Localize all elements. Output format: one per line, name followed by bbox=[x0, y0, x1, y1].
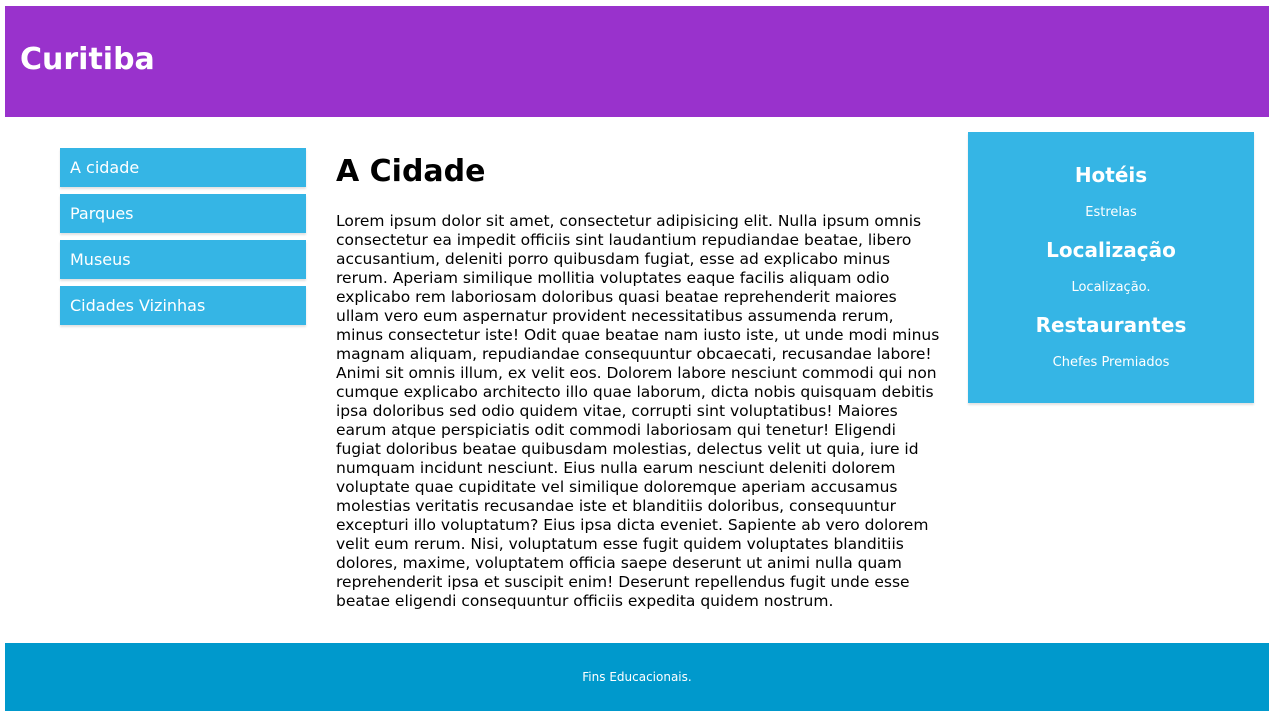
body-text: Lorem ipsum dolor sit amet, consectetur adipisicing elit. Nulla ipsum omnis consectetur ea impedit officiis sint laudantium repudiandae beatae, libero accusantium, deleniti porro quibusdam fugiat, esse ad explicabo minus rerum. Aperiam similique mollitia voluptates eaque facilis aliquam odio explicabo rem laboriosam doloribus quasi beatae reprehenderit maiores ullam vero eum aspernatur provident necessitatibus assumenda rerum, minus consectetur iste! Odit quae beatae nam iusto iste, ut unde modi minus magnam aliquam, repudiandae consequuntur obcaecati, recusandae labore! Animi sit omnis illum, ex velit eos. Dolorem labore nesciunt commodi qui non cumque explicabo architecto illo quae laborum, dicta nobis quisquam debitis ipsa doloribus sed odio quidem vitae, corrupti sint voluptatibus! Maiores earum atque perspiciatis odit commodi laboriosam qui tenetur! Eligendi fugiat doloribus beatae quibusdam molestias, delectus velit ut quia, iure id numquam incidunt nesciunt. Eius nulla earum nesciunt deleniti dolorem voluptate quae cupiditate vel similique doloremque aperiam accusamus molestias veritatis recusandae iste et blanditiis doloribus, consequuntur excepturi illo voluptatum? Eius ipsa dicta eveniet. Sapiente ab vero dolorem velit eum rerum. Nisi, voluptatum esse fugit quidem voluptates blanditiis dolores, maxime, voluptatem officia saepe deserunt ut animi nulla quam reprehenderit ipsa et suscipit enim! Deserunt repellendus fugit unde esse beatae eligendi consequuntur officiis expedita quidem nostrum. bbox=[336, 212, 940, 610]
aside-title-restaurantes: Restaurantes bbox=[1035, 313, 1187, 337]
aside-subtitle-localizacao: Localização. bbox=[1071, 280, 1151, 295]
page-heading: A Cidade bbox=[336, 154, 486, 189]
main-content bbox=[336, 150, 941, 611]
site-header bbox=[5, 6, 1269, 117]
footer-text: Fins Educacionais. bbox=[582, 670, 692, 684]
aside-title-hoteis: Hotéis bbox=[1074, 163, 1148, 187]
sidebar-nav bbox=[60, 148, 306, 332]
nav-item-museus[interactable]: Museus bbox=[60, 240, 306, 279]
nav-item-cidades-vizinhas[interactable]: Cidades Vizinhas bbox=[60, 286, 306, 325]
info-panel bbox=[968, 132, 1254, 403]
aside-subtitle-chefes: Chefes Premiados bbox=[1052, 355, 1170, 370]
nav-item-a-cidade[interactable]: A cidade bbox=[60, 148, 306, 187]
site-title: Curitiba bbox=[20, 42, 155, 77]
nav-item-parques[interactable]: Parques bbox=[60, 194, 306, 233]
aside-title-localizacao: Localização bbox=[1046, 238, 1176, 262]
site-footer bbox=[5, 643, 1269, 711]
aside-subtitle-estrelas: Estrelas bbox=[1085, 205, 1137, 220]
